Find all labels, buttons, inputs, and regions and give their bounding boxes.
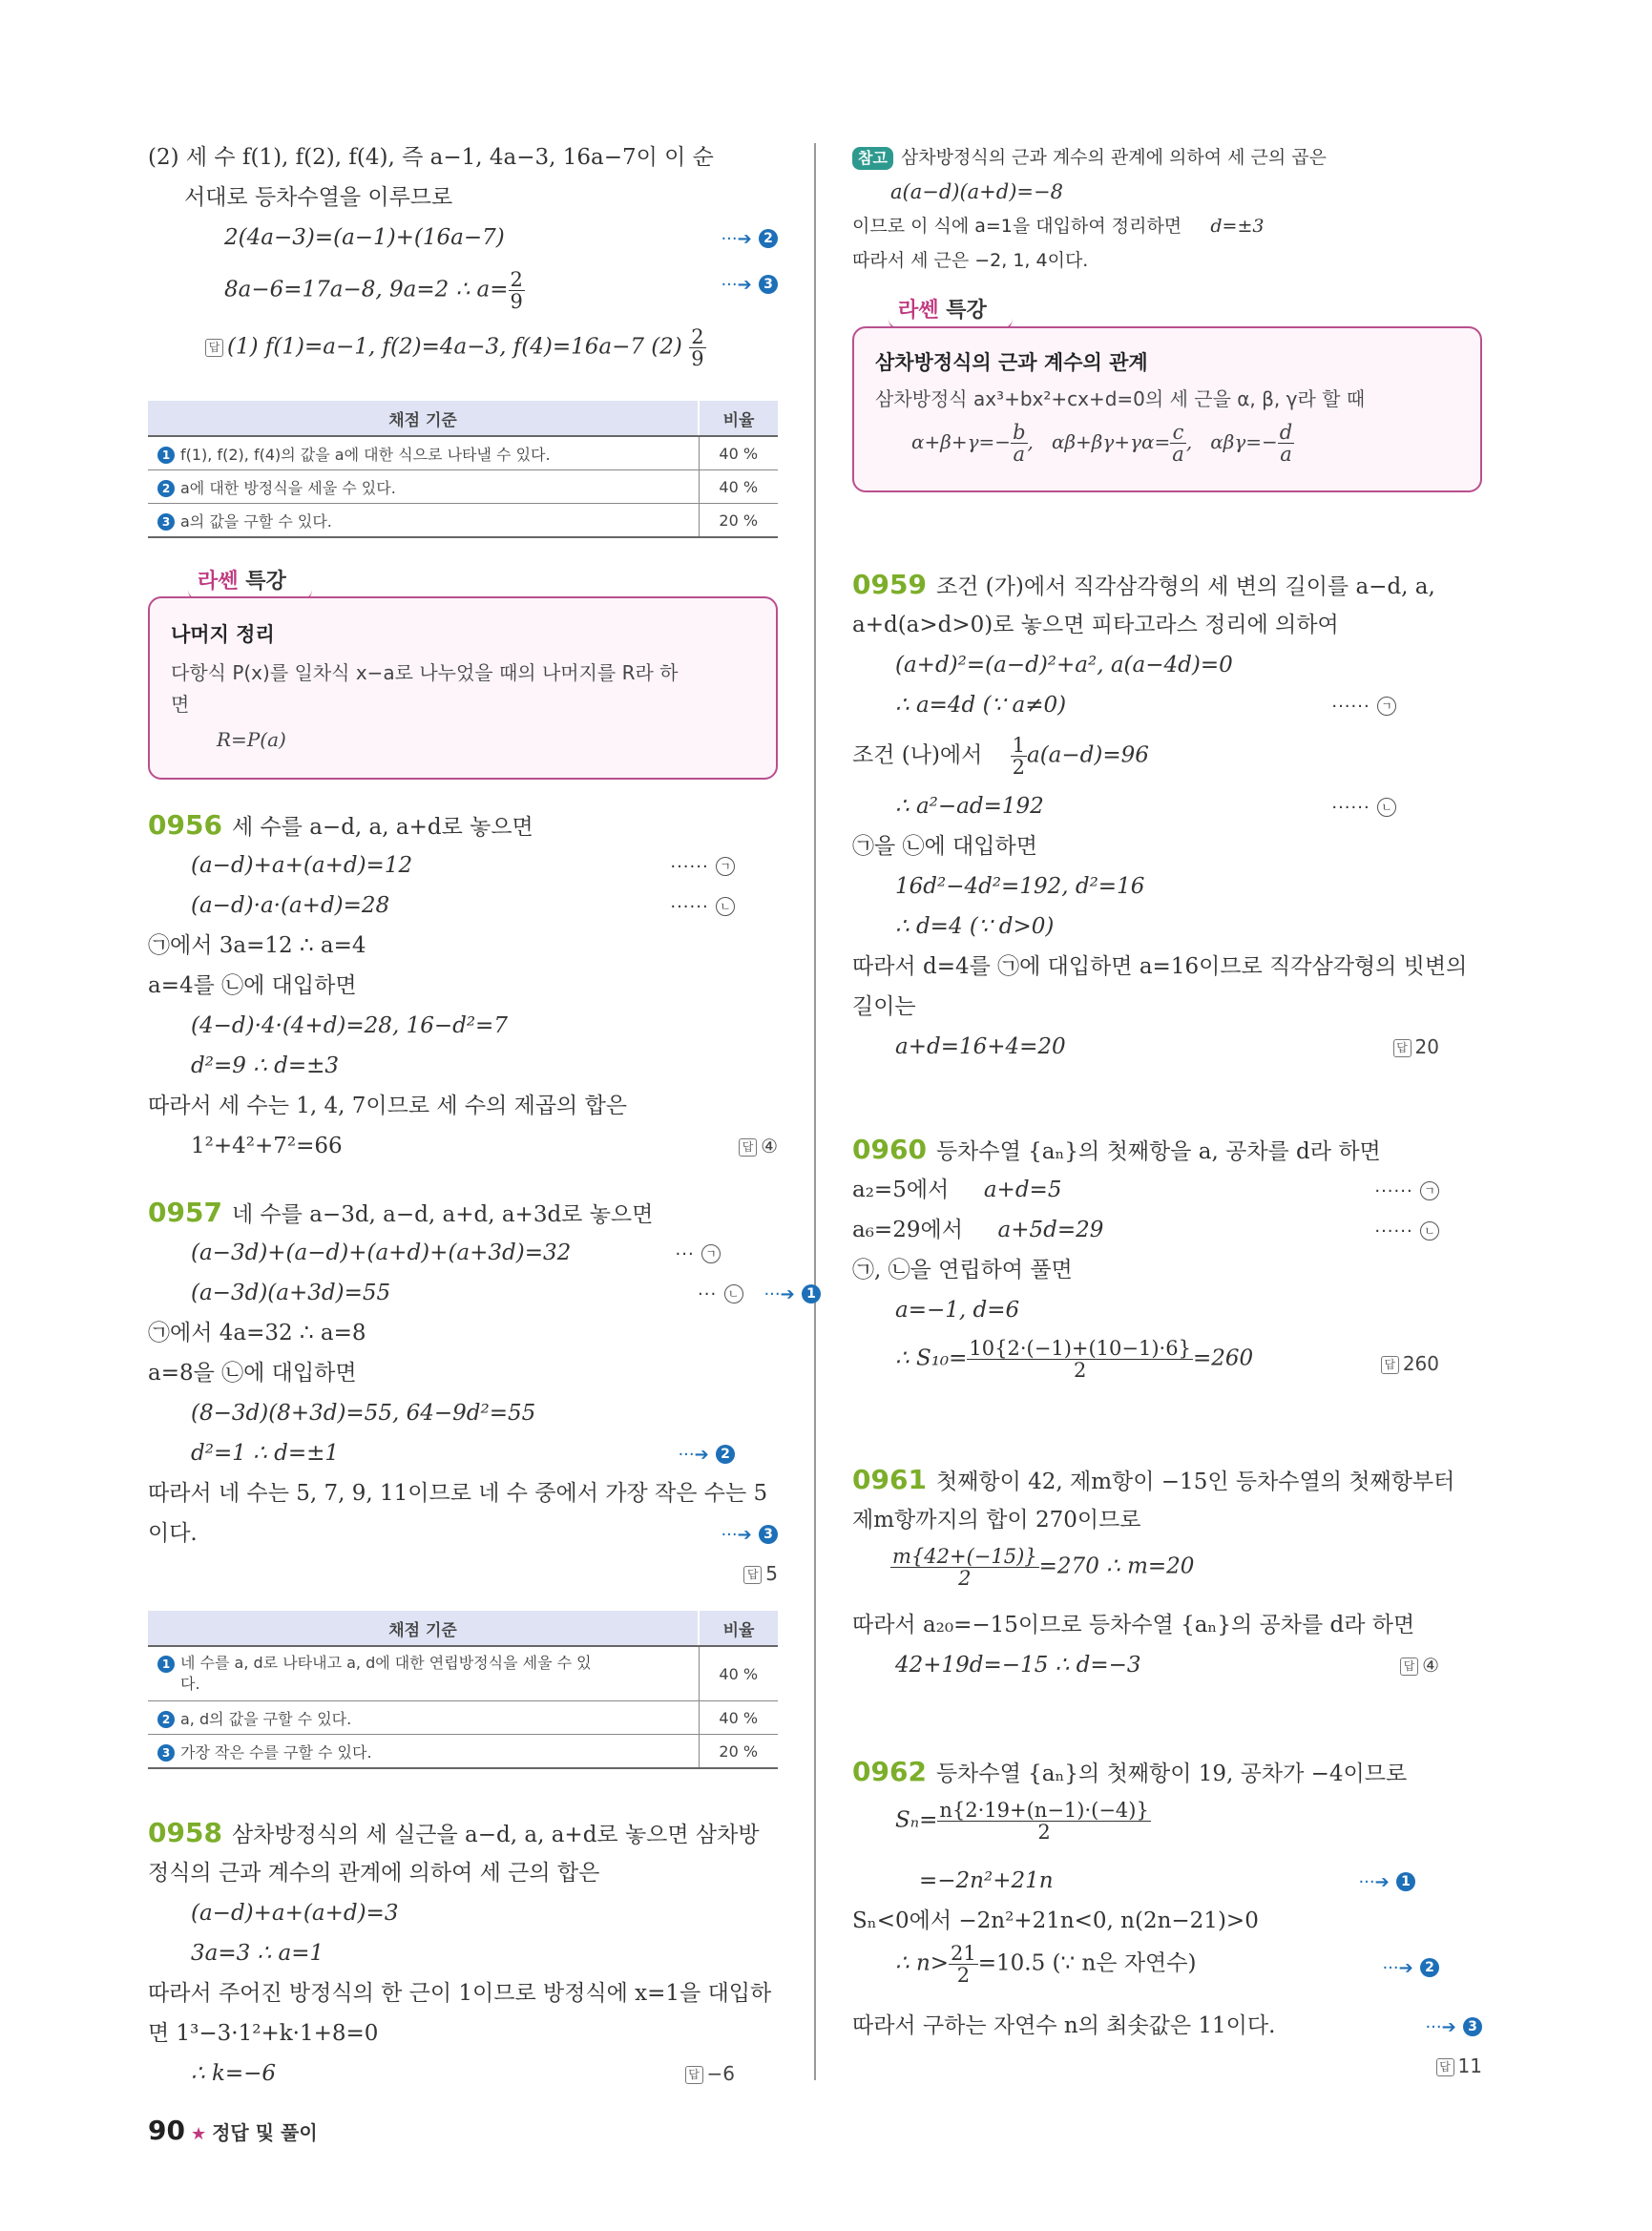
p2-answer-line xyxy=(205,326,778,374)
p0956-l2: (a−d)·a·(a+d)=28 ······ ㄴ xyxy=(191,891,778,920)
table-row: 3 a의 값을 구할 수 있다. 20 % xyxy=(148,504,778,538)
table-row: 1 f(1), f(2), f(4)의 값을 a에 대한 식으로 나타낼 수 있다. 40 % xyxy=(148,436,778,470)
problem-number: 0956 xyxy=(148,809,222,841)
box2-title: 삼차방정식의 근과 계수의 관계 xyxy=(875,351,1148,374)
star-icon: ★ xyxy=(190,2124,207,2144)
p0962-l4: ∴ n> $\frac{21}{2}$ =10.5 (∵ n은 자연수) ···➔ 2 xyxy=(895,1943,1482,1994)
p0961-l4: 42+19d=−15 ∴ d=−3 답 ④ xyxy=(895,1653,1439,1678)
p2-eq2-line xyxy=(224,269,778,317)
table-row: 3 가장 작은 수를 구할 수 있다. 20 % xyxy=(148,1735,778,1769)
problem-number: 0959 xyxy=(852,569,927,600)
p0956-l8: 1²+4²+7²=66 답 ④ xyxy=(191,1134,778,1158)
tip-box-remainder-theorem xyxy=(148,596,778,780)
box2-label: 라쎈 특강 xyxy=(898,294,987,323)
p0959-l4: 조건 (나)에서 $\frac{1}{2}$ a(a−d)=96 xyxy=(852,734,1149,779)
p0962-l2: =−2n²+21n ···➔ 1 xyxy=(919,1866,1482,1895)
p0956-l5: (4−d)·4·(4+d)=28, 16−d²=7 xyxy=(191,1013,508,1038)
problem-0960-line0: 0960 등차수열 {aₙ}의 첫째항을 a, 공차를 d라 하면 xyxy=(852,1134,1381,1165)
p0962-l5: 따라서 구하는 자연수 n의 최솟값은 11이다. ···➔ 3 xyxy=(852,2012,1482,2040)
column-divider xyxy=(814,143,816,2080)
p0959-answer: 20 xyxy=(1414,1035,1439,1058)
problem-0961-line0: 0961 첫째항이 42, 제m항이 −15인 등차수열의 첫째항부터 xyxy=(852,1464,1455,1495)
p0959-l7: 16d²−4d²=192, d²=16 xyxy=(895,874,1145,899)
p2-eq2-fraction: $\frac{2}{9}$ xyxy=(510,268,523,313)
p0957-l1: (a−3d)+(a−d)+(a+d)+(a+3d)=32 ··· ㄱ xyxy=(191,1239,778,1267)
note-line3: 따라서 세 근은 −2, 1, 4이다. xyxy=(852,250,1089,271)
p0961-l1: 제m항까지의 합이 270이므로 xyxy=(852,1508,1141,1533)
table2-header-ratio: 비율 xyxy=(699,1611,778,1646)
p0959-l10: 길이는 xyxy=(852,994,916,1019)
p2-answer-fraction: $\frac{2}{9}$ xyxy=(691,325,704,370)
scoring-table-1 xyxy=(148,401,778,538)
step-marker-3: ···➔ 3 xyxy=(721,269,778,300)
box1-line3: R=P(a) xyxy=(217,728,286,751)
table1-header-ratio: 비율 xyxy=(699,401,778,436)
p0957-l3: ㉠에서 4a=32 ∴ a=8 xyxy=(148,1321,366,1345)
p0959-l3: ∴ a=4d (∵ a≠0) ······ ㄱ xyxy=(895,691,1482,719)
answer-icon: 답 xyxy=(205,339,223,357)
table-row: 2 a, d의 값을 구할 수 있다. 40 % xyxy=(148,1701,778,1735)
p0956-l4: a=4를 ㉡에 대입하면 xyxy=(148,973,357,998)
p0961-l2: $\frac{m\{42+(-15)\}}{2}$ =270 ∴ m=20 xyxy=(892,1545,1195,1590)
p0958-l3: 3a=3 ∴ a=1 xyxy=(191,1941,324,1966)
problem-0959-line0: 0959 조건 (가)에서 직각삼각형의 세 변의 길이를 a−d, a, xyxy=(852,569,1435,600)
p0960-l2: a₆=29에서 a+5d=29 ······ ㄴ xyxy=(852,1216,1482,1244)
table2-header-criteria: 채점 기준 xyxy=(148,1611,699,1646)
p2-eq1: 2(4a−3)=(a−1)+(16a−7) xyxy=(224,225,505,250)
p0958-l5: 면 1³−3·1²+k·1+8=0 xyxy=(148,2021,379,2046)
problem-number: 0958 xyxy=(148,1817,222,1848)
p0961-answer: ④ xyxy=(1422,1654,1439,1677)
p0956-l6: d²=9 ∴ d=±3 xyxy=(191,1053,340,1078)
p0960-l5: ∴ S₁₀= $\frac{10\{2\cdot(-1)+(10-1)\cdot 6\}}{2}$ =260 답 260 xyxy=(895,1337,1439,1382)
note-line2: 이므로 이 식에 a=1을 대입하여 정리하면 d=±3 xyxy=(852,216,1265,237)
box1-label: 라쎈 특강 xyxy=(198,565,286,594)
problem-0958-line0: 0958 삼차방정식의 세 실근을 a−d, a, a+d로 놓으면 삼차방 xyxy=(148,1817,760,1848)
p0959-l11: a+d=16+4=20 답 20 xyxy=(895,1034,1439,1059)
p0958-l2: (a−d)+a+(a+d)=3 xyxy=(191,1901,399,1926)
p0959-l8: ∴ d=4 (∵ d>0) xyxy=(895,914,1055,939)
note-line1: a(a−d)(a+d)=−8 xyxy=(890,180,1063,203)
p0960-answer: 260 xyxy=(1402,1352,1439,1375)
note-tag: 참고 xyxy=(852,147,893,170)
p0962-l3: Sₙ<0에서 −2n²+21n<0, n(2n−21)>0 xyxy=(852,1908,1259,1933)
box2-formulas: α+β+γ=− $\frac{b}{a}$ , αβ+βγ+γα= $\frac{c}{a}$ , αβγ=− $\frac{d}{a}$ xyxy=(911,421,1293,466)
problem-0956-line0: 0956 세 수를 a−d, a, a+d로 놓으면 xyxy=(148,809,533,841)
p2-answer: (1) f(1)=a−1, f(2)=4a−3, f(4)=16a−7 (2) xyxy=(227,334,682,360)
note-line0: 참고 삼차방정식의 근과 계수의 관계에 의하여 세 근의 곱은 xyxy=(852,143,1482,172)
p0957-l6: d²=1 ∴ d=±1 ···➔ 2 xyxy=(191,1439,778,1468)
p2-intro-2: 서대로 등차수열을 이루므로 xyxy=(184,185,453,210)
p0956-l3: ㉠에서 3a=12 ∴ a=4 xyxy=(148,933,366,958)
p0958-l6: ∴ k=−6 답 −6 xyxy=(191,2061,735,2086)
p0959-l6: ㉠을 ㉡에 대입하면 xyxy=(852,834,1037,859)
p0962-l1: Sₙ= $\frac{n\{2\cdot 19+(n-1)\cdot(-4)\}}{2}$ xyxy=(895,1799,1149,1844)
p0957-l5: (8−3d)(8+3d)=55, 64−9d²=55 xyxy=(191,1401,536,1426)
p0956-l1: (a−d)+a+(a+d)=12 ······ ㄱ xyxy=(191,851,778,880)
p0958-answer: −6 xyxy=(706,2062,735,2085)
problem-number: 0962 xyxy=(852,1756,927,1787)
p0957-l4: a=8을 ㉡에 대입하면 xyxy=(148,1361,357,1386)
p0960-l4: a=−1, d=6 xyxy=(895,1298,1020,1323)
scoring-table-2 xyxy=(148,1611,778,1769)
step-marker-2: ···➔ 2 xyxy=(721,223,778,254)
p2-intro-1: (2) 세 수 f(1), f(2), f(4), 즉 a−1, 4a−3, 16a−7이 이 순 xyxy=(148,145,714,170)
box2-line1: 삼차방정식 ax³+bx²+cx+d=0의 세 근을 α, β, γ라 할 때 xyxy=(875,387,1366,410)
box1-line1: 다항식 P(x)를 일차식 x−a로 나누었을 때의 나머지를 R라 하 xyxy=(171,661,679,684)
table-row: 1 네 수를 a, d로 나타내고 a, d에 대한 연립방정식을 세울 수 있 다. 40 % xyxy=(148,1646,778,1701)
p0960-l1: a₂=5에서 a+d=5 ······ ㄱ xyxy=(852,1176,1482,1204)
problem-number: 0960 xyxy=(852,1134,927,1165)
problem-0957-line0: 0957 네 수를 a−3d, a−d, a+d, a+3d로 놓으면 xyxy=(148,1197,654,1228)
p0957-l7: 따라서 네 수는 5, 7, 9, 11이므로 네 수 중에서 가장 작은 수는 5 xyxy=(148,1481,768,1506)
table1-header-criteria: 채점 기준 xyxy=(148,401,699,436)
problem-0962-line0: 0962 등차수열 {aₙ}의 첫째항이 19, 공차가 −4이므로 xyxy=(852,1756,1408,1787)
p0962-answer: 11 xyxy=(1457,2054,1482,2077)
p0959-l1: a+d(a>d>0)로 놓으면 피타고라스 정리에 의하여 xyxy=(852,613,1339,637)
page-footer xyxy=(148,2115,318,2146)
p0959-l2: (a+d)²=(a−d)²+a², a(a−4d)=0 xyxy=(895,653,1233,678)
p0957-l2: (a−3d)(a+3d)=55 ··· ㄴ ···➔ 1 xyxy=(191,1279,778,1307)
p2-eq1-line xyxy=(224,223,778,252)
box1-line2: 면 xyxy=(171,693,190,716)
p0961-l3: 따라서 a₂₀=−15이므로 등차수열 {aₙ}의 공차를 d라 하면 xyxy=(852,1613,1415,1637)
p0957-l8: 이다. ···➔ 3 xyxy=(148,1519,778,1548)
problem-number: 0957 xyxy=(148,1197,222,1228)
problem-number: 0961 xyxy=(852,1464,927,1495)
p0958-l1: 정식의 근과 계수의 관계에 의하여 세 근의 합은 xyxy=(148,1861,600,1886)
p2-eq2: 8a−6=17a−8, 9a=2 ∴ a= xyxy=(224,277,509,302)
p0959-l9: 따라서 d=4를 ㉠에 대입하면 a=16이므로 직각삼각형의 빗변의 xyxy=(852,954,1468,979)
p0956-l7: 따라서 세 수는 1, 4, 7이므로 세 수의 제곱의 합은 xyxy=(148,1094,628,1118)
page-number: 90 xyxy=(148,2115,185,2146)
box1-title: 나머지 정리 xyxy=(171,623,275,646)
p0958-l4: 따라서 주어진 방정식의 한 근이 1이므로 방정식에 x=1을 대입하 xyxy=(148,1981,772,2006)
p0959-l5: ∴ a²−ad=192 ······ ㄴ xyxy=(895,792,1482,821)
footer-label: 정답 및 풀이 xyxy=(212,2121,318,2144)
p0956-answer: ④ xyxy=(761,1135,778,1157)
table-row: 2 a에 대한 방정식을 세울 수 있다. 40 % xyxy=(148,470,778,504)
p0960-l3: ㉠, ㉡을 연립하여 풀면 xyxy=(852,1258,1073,1282)
tip-box-cubic-vieta xyxy=(852,326,1482,492)
p0957-answer: 5 xyxy=(765,1562,778,1585)
